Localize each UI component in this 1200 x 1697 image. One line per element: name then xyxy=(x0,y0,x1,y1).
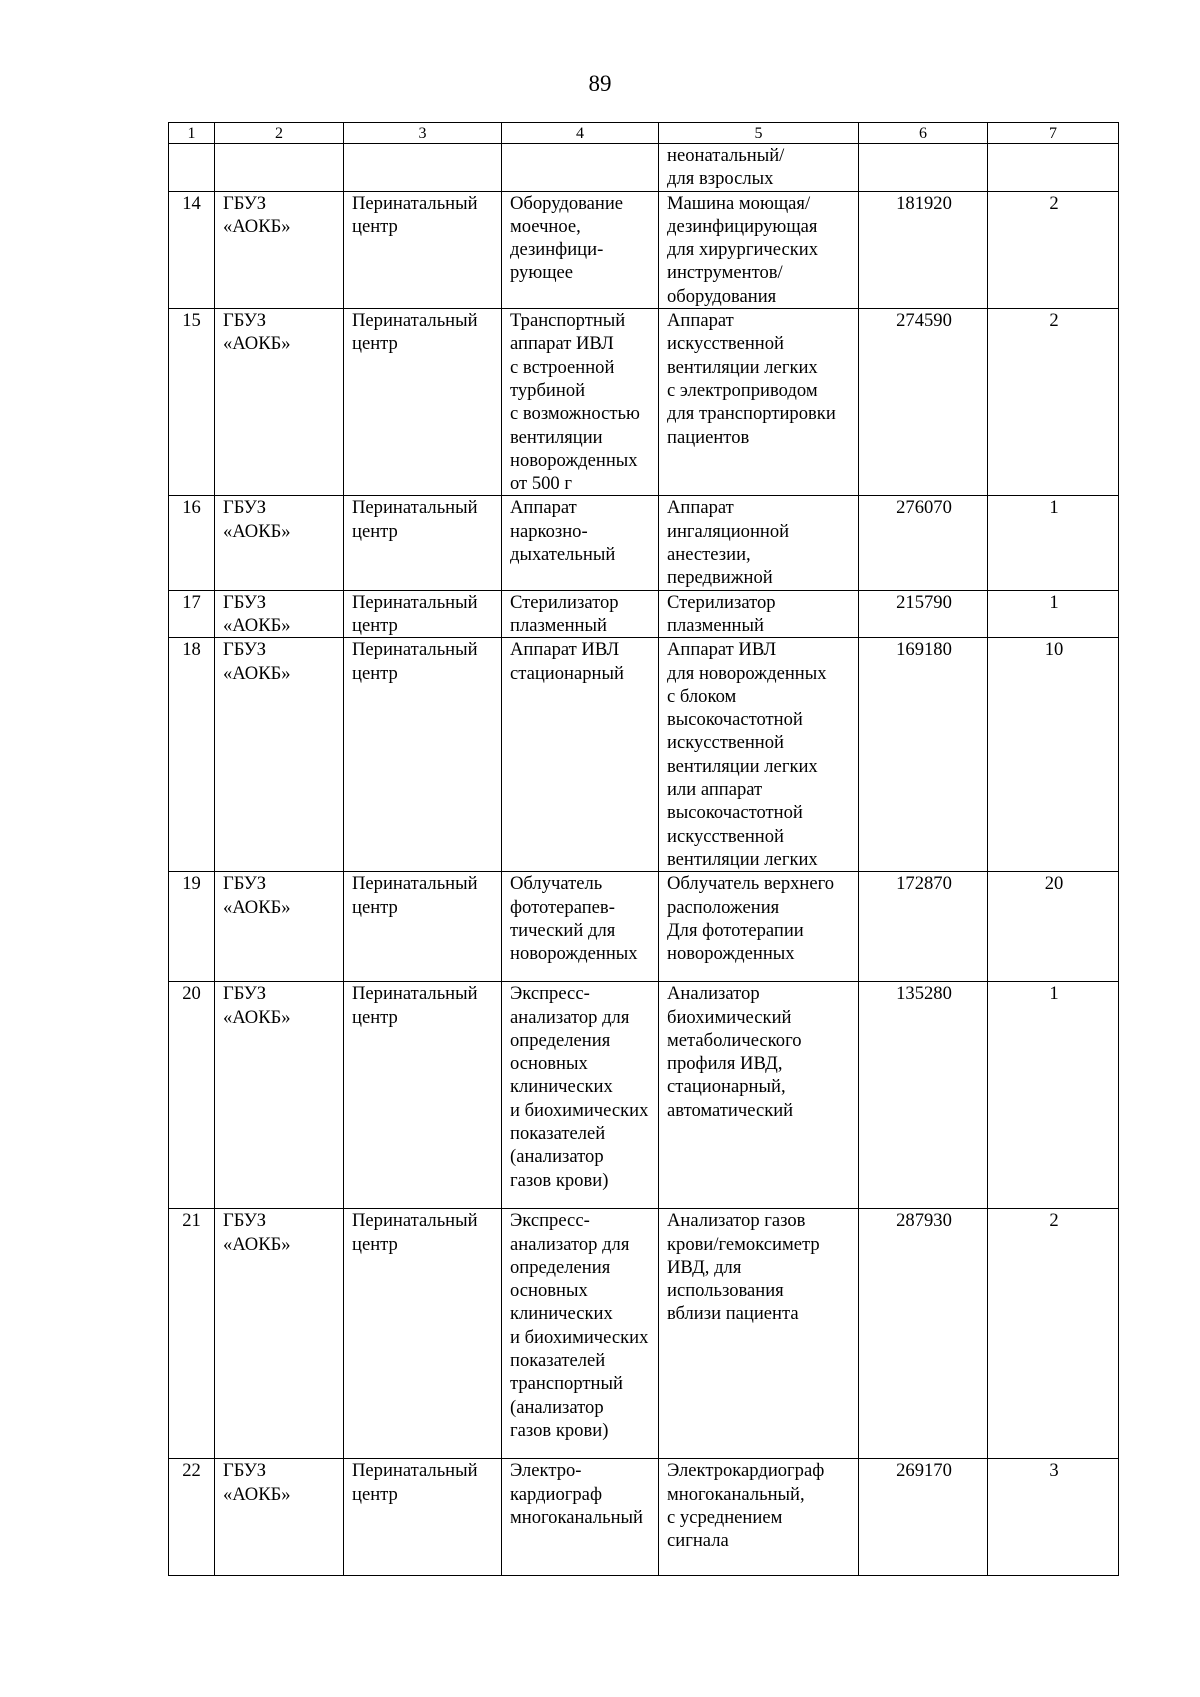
organization-cell: ГБУЗ «АОКБ» xyxy=(215,496,344,590)
quantity-cell: 2 xyxy=(988,1209,1119,1459)
department-cell: Перинатальный центр xyxy=(344,982,502,1209)
organization-cell: ГБУЗ «АОКБ» xyxy=(215,982,344,1209)
table-row xyxy=(169,590,1119,638)
equipment-table xyxy=(168,122,1119,1576)
equipment-description-cell: Анализатор биохимический метаболического профиля ИВД, стационарный, автоматический xyxy=(659,982,859,1209)
equipment-code-cell: 287930 xyxy=(859,1209,988,1459)
department-cell xyxy=(344,144,502,192)
department-cell: Перинатальный центр xyxy=(344,1459,502,1576)
equipment-code-cell xyxy=(859,144,988,192)
column-number-row xyxy=(169,123,1119,144)
organization-cell: ГБУЗ «АОКБ» xyxy=(215,638,344,872)
department-cell: Перинатальный центр xyxy=(344,590,502,638)
organization-cell: ГБУЗ «АОКБ» xyxy=(215,1459,344,1576)
table-row xyxy=(169,309,1119,496)
organization-cell: ГБУЗ «АОКБ» xyxy=(215,590,344,638)
row-number-cell: 16 xyxy=(169,496,215,590)
quantity-cell: 2 xyxy=(988,191,1119,308)
equipment-name-cell: Облучатель фототерапев- тический для новорожденных xyxy=(502,872,659,982)
equipment-name-cell: Транспортный аппарат ИВЛ с встроенной турбиной с возможностью вентиляции новорожденных от 500 г xyxy=(502,309,659,496)
equipment-name-cell: Экспресс- анализатор для определения основных клинических и биохимических показателей (анализатор газов крови) xyxy=(502,982,659,1209)
table-row xyxy=(169,144,1119,192)
row-number-cell: 22 xyxy=(169,1459,215,1576)
equipment-code-cell: 274590 xyxy=(859,309,988,496)
department-cell: Перинатальный центр xyxy=(344,496,502,590)
column-number: 2 xyxy=(215,123,344,144)
column-number: 4 xyxy=(502,123,659,144)
row-number-cell: 18 xyxy=(169,638,215,872)
department-cell: Перинатальный центр xyxy=(344,309,502,496)
table-row xyxy=(169,1209,1119,1459)
department-cell: Перинатальный центр xyxy=(344,872,502,982)
quantity-cell: 1 xyxy=(988,496,1119,590)
row-number-cell: 15 xyxy=(169,309,215,496)
row-number-cell: 20 xyxy=(169,982,215,1209)
equipment-description-cell: Аппарат искусственной вентиляции легких с электроприводом для транспортировки пациентов xyxy=(659,309,859,496)
equipment-code-cell: 172870 xyxy=(859,872,988,982)
equipment-description-cell: Аппарат ингаляционной анестезии, передвижной xyxy=(659,496,859,590)
page-number: 89 xyxy=(588,71,612,96)
table-row xyxy=(169,872,1119,982)
row-number-cell: 19 xyxy=(169,872,215,982)
equipment-description-cell: неонатальный/ для взрослых xyxy=(659,144,859,192)
equipment-description-cell: Анализатор газов крови/гемоксиметр ИВД, для использования вблизи пациента xyxy=(659,1209,859,1459)
equipment-code-cell: 181920 xyxy=(859,191,988,308)
equipment-code-cell: 135280 xyxy=(859,982,988,1209)
row-number-cell: 21 xyxy=(169,1209,215,1459)
department-cell: Перинатальный центр xyxy=(344,191,502,308)
organization-cell: ГБУЗ «АОКБ» xyxy=(215,309,344,496)
table-row xyxy=(169,982,1119,1209)
table-row xyxy=(169,1459,1119,1576)
equipment-name-cell: Оборудование моечное, дезинфици- рующее xyxy=(502,191,659,308)
column-number: 5 xyxy=(659,123,859,144)
organization-cell: ГБУЗ «АОКБ» xyxy=(215,191,344,308)
organization-cell: ГБУЗ «АОКБ» xyxy=(215,872,344,982)
equipment-name-cell xyxy=(502,144,659,192)
equipment-description-cell: Электрокардиограф многоканальный, с усреднением сигнала xyxy=(659,1459,859,1576)
table-row xyxy=(169,638,1119,872)
equipment-description-cell: Стерилизатор плазменный xyxy=(659,590,859,638)
quantity-cell: 1 xyxy=(988,982,1119,1209)
department-cell: Перинатальный центр xyxy=(344,1209,502,1459)
equipment-name-cell: Стерилизатор плазменный xyxy=(502,590,659,638)
row-number-cell xyxy=(169,144,215,192)
equipment-description-cell: Машина моющая/ дезинфицирующая для хирургических инструментов/ оборудования xyxy=(659,191,859,308)
organization-cell: ГБУЗ «АОКБ» xyxy=(215,1209,344,1459)
column-number: 7 xyxy=(988,123,1119,144)
equipment-code-cell: 215790 xyxy=(859,590,988,638)
column-number: 6 xyxy=(859,123,988,144)
quantity-cell: 10 xyxy=(988,638,1119,872)
quantity-cell xyxy=(988,144,1119,192)
row-number-cell: 14 xyxy=(169,191,215,308)
row-number-cell: 17 xyxy=(169,590,215,638)
equipment-name-cell: Аппарат наркозно- дыхательный xyxy=(502,496,659,590)
column-number: 1 xyxy=(169,123,215,144)
equipment-description-cell: Облучатель верхнего расположения Для фототерапии новорожденных xyxy=(659,872,859,982)
equipment-code-cell: 269170 xyxy=(859,1459,988,1576)
quantity-cell: 20 xyxy=(988,872,1119,982)
equipment-name-cell: Электро- кардиограф многоканальный xyxy=(502,1459,659,1576)
equipment-name-cell: Экспресс- анализатор для определения основных клинических и биохимических показателей транспортный (анализатор газов крови) xyxy=(502,1209,659,1459)
column-number: 3 xyxy=(344,123,502,144)
equipment-code-cell: 276070 xyxy=(859,496,988,590)
equipment-code-cell: 169180 xyxy=(859,638,988,872)
equipment-name-cell: Аппарат ИВЛ стационарный xyxy=(502,638,659,872)
organization-cell xyxy=(215,144,344,192)
table-row xyxy=(169,496,1119,590)
quantity-cell: 1 xyxy=(988,590,1119,638)
table-row xyxy=(169,191,1119,308)
quantity-cell: 3 xyxy=(988,1459,1119,1576)
quantity-cell: 2 xyxy=(988,309,1119,496)
equipment-description-cell: Аппарат ИВЛ для новорожденных с блоком высокочастотной искусственной вентиляции легких или аппарат высокочастотной искусственной вентиляции легких xyxy=(659,638,859,872)
department-cell: Перинатальный центр xyxy=(344,638,502,872)
